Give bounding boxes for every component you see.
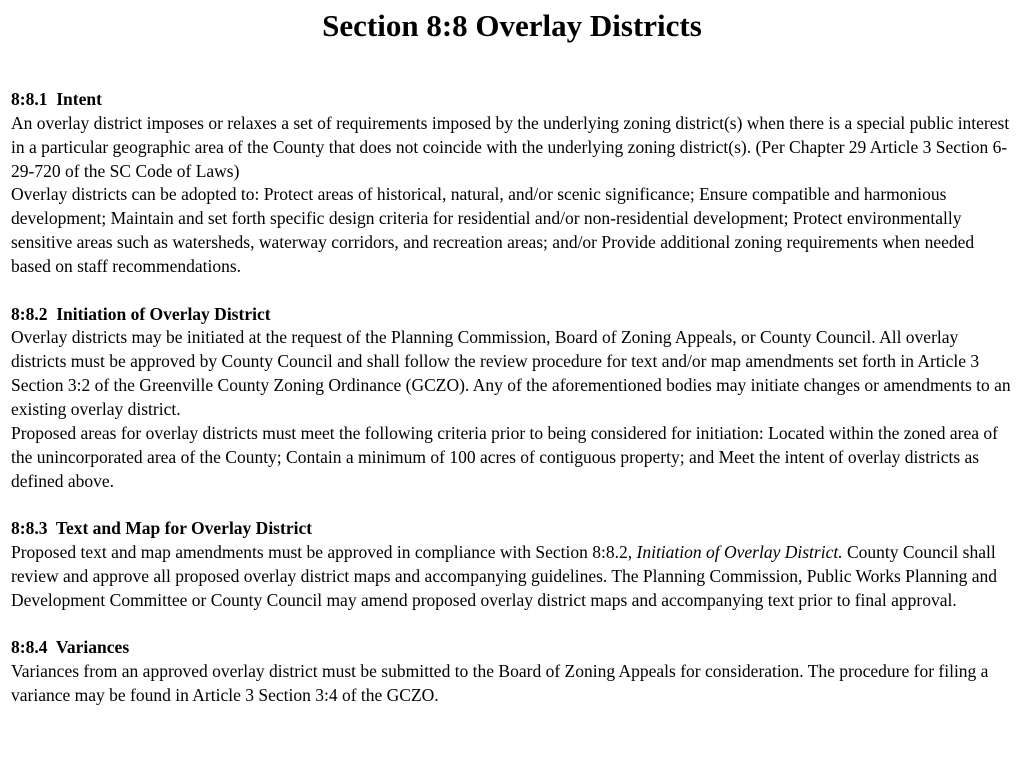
page-title: Section 8:8 Overlay Districts <box>322 8 702 43</box>
section-paragraph: Variances from an approved overlay district must be submitted to the Board of Zoning Appeals for consideration. The procedure for filing a variance may be found in Article 3 Section 3:4 of the GCZO. <box>11 661 989 706</box>
section-paragraph: Proposed areas for overlay districts must meet the following criteria prior to being considered for initiation: Located within the zoned area of the unincorporated area of the County; Contain a minimum of 100 acres of contiguous property; and Meet the intent of overlay districts as defined above. <box>11 422 998 491</box>
section-text-and-map <box>11 517 1013 612</box>
section-heading: 8:8.1 Intent <box>11 89 102 109</box>
section-paragraph: An overlay district imposes or relaxes a set of requirements imposed by the underlying zoning district(s) when there is a special public interest in a particular geographic area of the County that does not coincide with the underlying zoning district(s). (Per Chapter 29 Article 3 Section 6-29-720 of the SC Code of Laws) <box>11 112 1010 181</box>
paragraph-text: Proposed text and map amendments must be approved in compliance with Section 8:8.2, <box>11 542 637 563</box>
document-body <box>11 88 1013 708</box>
section-heading: 8:8.4 Variances <box>11 637 130 658</box>
section-paragraph <box>11 541 1013 613</box>
section-heading: 8:8.2 Initiation of Overlay District <box>11 303 271 324</box>
section-initiation <box>11 303 1013 494</box>
section-intent <box>11 88 1013 279</box>
section-variances <box>11 636 1013 708</box>
paragraph-text: County Council shall review and approve all proposed overlay district maps and accompanying guidelines. The Planning Commission, Public Works Planning and Development Committee or County Council may amend proposed overlay district maps and accompanying text prior to final approval. <box>11 542 998 610</box>
section-reference: Initiation of Overlay District. <box>636 542 843 563</box>
section-heading: 8:8.3 Text and Map for Overlay District <box>11 518 313 539</box>
section-paragraph: Overlay districts may be initiated at the request of the Planning Commission, Board of Zoning Appeals, or County Council. All overlay districts must be approved by County Council and shall follow the review procedure for text and/or map amendments set forth in Article 3 Section 3:2 of the Greenville County Zoning Ordinance (GCZO). Any of the aforementioned bodies may initiate changes or amendments to an existing overlay district. <box>11 327 1011 419</box>
section-paragraph: Overlay districts can be adopted to: Protect areas of historical, natural, and/or scenic significance; Ensure compatible and harmonious development; Maintain and set forth specific design criteria for residential and/or non-residential development; Protect environmentally sensitive areas such as watersheds, waterway corridors, and recreation areas; and/or Provide additional zoning requirements when needed based on staff recommendations. <box>11 184 975 276</box>
